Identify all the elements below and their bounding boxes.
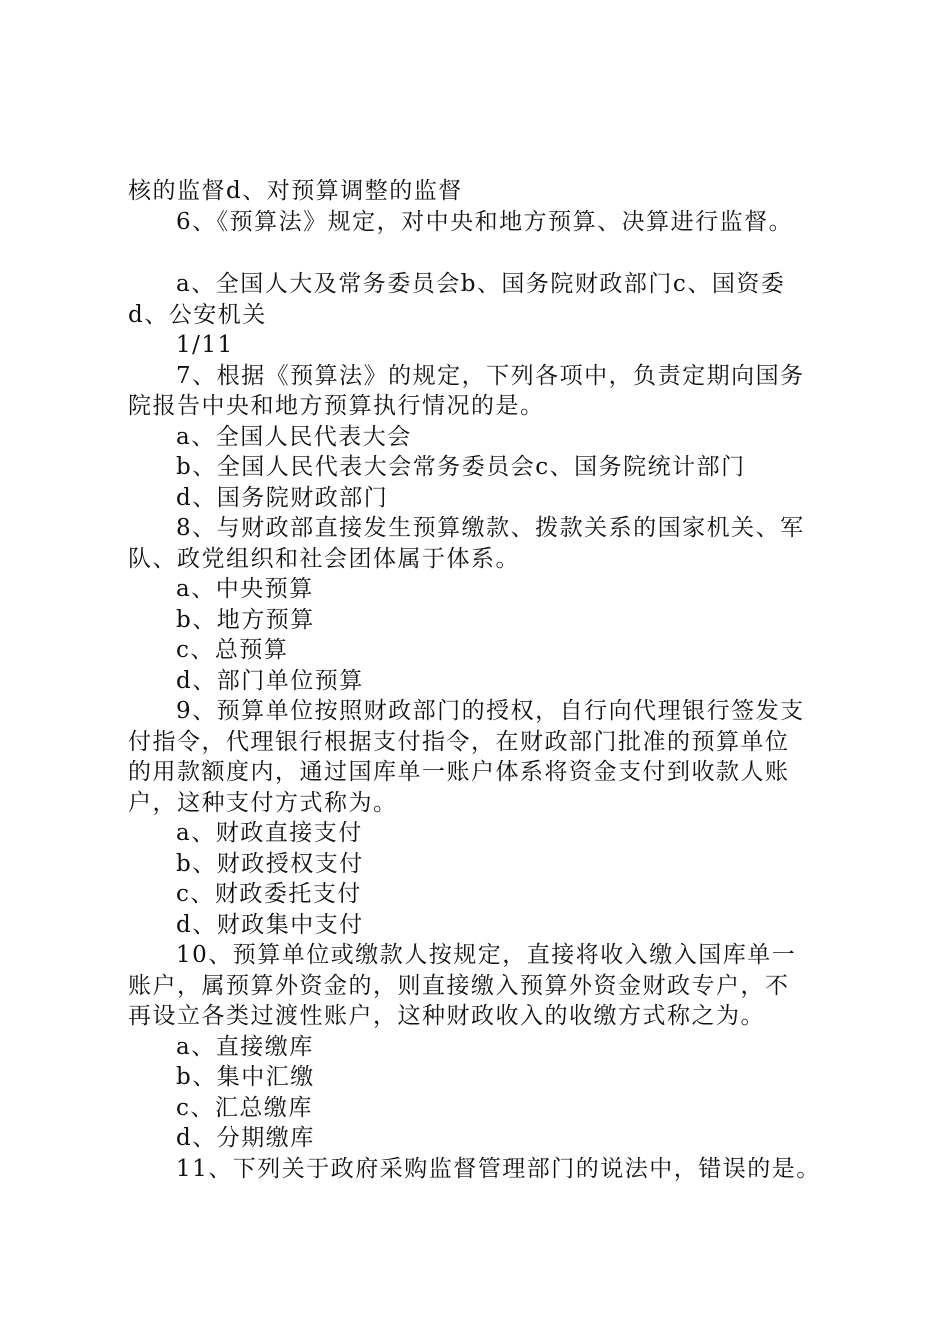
document-body — [128, 176, 833, 1184]
question-9-option-b: b、财政授权支付 — [176, 850, 364, 877]
question-8-option-d: d、部门单位预算 — [176, 667, 364, 694]
blank-space — [128, 237, 833, 269]
question-10: 10、预算单位或缴款人按规定，直接将收入缴入国库单一 — [176, 942, 797, 968]
question-10-option-b: b、集中汇缴 — [176, 1064, 315, 1090]
page-number: 1/11 — [176, 332, 234, 358]
question-9-option-d: d、财政集中支付 — [176, 911, 364, 938]
question-9-continued: 付指令，代理银行根据支付指令，在财政部门批准的预算单位 — [128, 728, 790, 755]
question-9-option-c: c、财政委托支付 — [176, 881, 362, 907]
question-9-option-a: a、财政直接支付 — [176, 820, 363, 846]
question-7-option-b-c: b、全国人民代表大会常务委员会c、国务院统计部门 — [176, 454, 746, 480]
question-6-options: a、全国人大及常务委员会b、国务院财政部门c、国资委 — [176, 271, 786, 297]
question-7: 7、根据《预算法》的规定，下列各项中，负责定期向国务 — [176, 362, 805, 389]
question-10-option-d: d、分期缴库 — [176, 1125, 315, 1151]
question-6-option-d: d、公安机关 — [128, 301, 267, 328]
question-9: 9、预算单位按照财政部门的授权，自行向代理银行签发支 — [176, 698, 805, 724]
question-7-option-d: d、国务院财政部门 — [176, 484, 389, 511]
question-8-option-b: b、地方预算 — [176, 606, 315, 633]
question-10-option-c: c、汇总缴库 — [176, 1094, 313, 1121]
question-8-option-a: a、中央预算 — [176, 576, 314, 602]
question-7-continued: 院报告中央和地方预算执行情况的是。 — [128, 393, 545, 419]
question-8-option-c: c、总预算 — [176, 637, 289, 663]
question-9-continued: 户，这种支付方式称为。 — [128, 789, 398, 816]
question-7-option-a: a、全国人民代表大会 — [176, 423, 412, 450]
text-line: 核的监督d、对预算调整的监督 — [128, 178, 463, 204]
question-11: 11、下列关于政府采购监督管理部门的说法中，错误的是。 — [176, 1155, 821, 1182]
question-10-continued: 账户，属预算外资金的，则直接缴入预算外资金财政专户，不 — [128, 972, 790, 999]
question-10-continued: 再设立各类过渡性账户，这种财政收入的收缴方式称之为。 — [128, 1003, 765, 1029]
question-8: 8、与财政部直接发生预算缴款、拨款关系的国家机关、军 — [176, 515, 805, 541]
question-9-continued: 的用款额度内，通过国库单一账户体系将资金支付到收款人账 — [128, 759, 790, 785]
question-8-continued: 队、政党组织和社会团体属于体系。 — [128, 545, 520, 572]
question-10-option-a: a、直接缴库 — [176, 1033, 314, 1060]
question-6: 6、《预算法》规定，对中央和地方预算、决算进行监督。 — [176, 208, 794, 235]
